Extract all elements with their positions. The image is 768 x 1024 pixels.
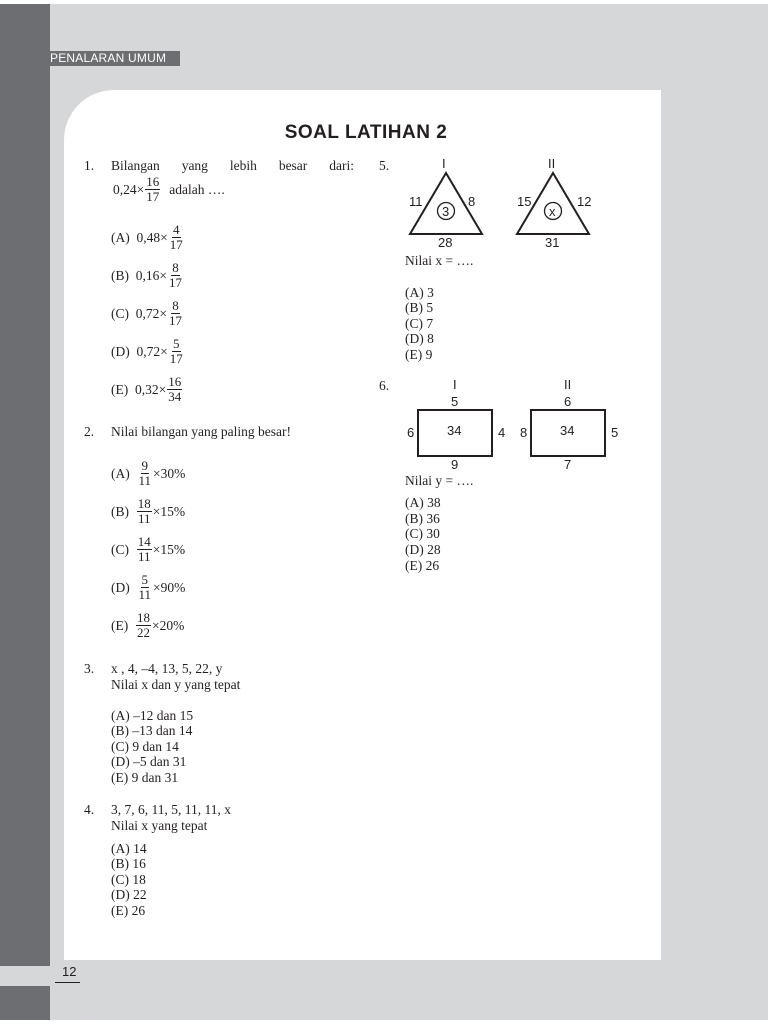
denominator: 22 xyxy=(137,625,150,640)
q4-option-a[interactable]: (A) 14 xyxy=(111,841,147,856)
q6-option-a[interactable]: (A) 38 xyxy=(405,495,441,510)
q1-option-d[interactable]: (D) 0,72 × $\frac{5}{17}$ xyxy=(111,336,183,366)
fraction xyxy=(145,175,160,204)
coefficient: 0,32 xyxy=(135,381,159,397)
triangle-center-variable: x xyxy=(549,204,556,219)
question-4-text: Nilai x yang tepat xyxy=(111,818,208,833)
rectangle-center-number: 34 xyxy=(447,423,462,438)
numerator: 18 xyxy=(137,496,151,511)
option-label: (A) xyxy=(111,229,130,245)
q5-option-d[interactable]: (D) 8 xyxy=(405,331,434,346)
figure-label: II xyxy=(548,156,556,171)
coefficient: 0,16 xyxy=(135,267,160,283)
fraction xyxy=(138,459,153,488)
rectangle-left-number: 6 xyxy=(407,425,415,440)
denominator: 17 xyxy=(146,189,160,204)
page-title: SOAL LATIHAN 2 xyxy=(284,122,448,143)
fraction xyxy=(137,497,152,526)
denominator: 11 xyxy=(138,473,152,488)
rectangle-right-number: 4 xyxy=(498,425,506,440)
question-number: 5. xyxy=(379,158,390,173)
q2-option-c[interactable]: (C) $\frac{14}{11}$ × 15% xyxy=(111,534,186,564)
triangle-left-number: 15 xyxy=(517,194,532,209)
q4-option-e[interactable]: (E) 26 xyxy=(111,903,146,918)
denominator: 17 xyxy=(169,275,182,290)
bottom-edge xyxy=(0,1020,768,1024)
q2-option-a[interactable]: (A) $\frac{9}{11}$ × 30% xyxy=(111,458,186,488)
q5-option-c[interactable]: (C) 7 xyxy=(405,316,434,331)
denominator: 11 xyxy=(137,549,151,564)
numerator: 8 xyxy=(172,260,179,275)
question-number: 3. xyxy=(84,661,95,676)
numerator: 16 xyxy=(168,374,182,389)
coefficient: 0,24 xyxy=(113,181,137,197)
q4-option-d[interactable]: (D) 22 xyxy=(111,887,147,902)
rectangle-bottom-number: 7 xyxy=(564,457,572,472)
figure-label: II xyxy=(564,377,572,392)
percent: 20% xyxy=(159,617,185,633)
question-number: 1. xyxy=(84,158,95,173)
option-label: (A) xyxy=(111,465,130,481)
option-label: (B) xyxy=(111,503,129,519)
page-number-tab xyxy=(0,966,50,986)
triangle-center-number: 3 xyxy=(442,204,450,219)
q4-option-c[interactable]: (C) 18 xyxy=(111,872,146,887)
q6-option-c[interactable]: (C) 30 xyxy=(405,526,440,541)
coefficient: 0,72 xyxy=(136,343,161,359)
triangle-right-number: 8 xyxy=(468,194,476,209)
word: lebih xyxy=(229,158,257,173)
rectangle-center-number: 34 xyxy=(560,423,575,438)
numerator: 14 xyxy=(137,534,151,549)
rectangle-top-number: 5 xyxy=(451,394,459,409)
numerator: 9 xyxy=(141,458,149,473)
left-margin-band xyxy=(0,0,50,1024)
section-label: PENALARAN UMUM xyxy=(48,51,180,66)
triangle-bottom-number: 28 xyxy=(438,235,453,250)
coefficient: 0,48 xyxy=(136,229,161,245)
stem-tail: adalah …. xyxy=(169,181,225,197)
q5-option-e[interactable]: (E) 9 xyxy=(405,347,433,362)
q6-option-d[interactable]: (D) 28 xyxy=(405,542,441,557)
q6-option-e[interactable]: (E) 26 xyxy=(405,558,440,573)
denominator: 34 xyxy=(168,389,182,404)
fraction xyxy=(136,611,151,640)
question-6-text: Nilai y = …. xyxy=(405,473,474,488)
fraction xyxy=(169,337,184,366)
q3-option-b[interactable]: (B) –13 dan 14 xyxy=(111,723,193,738)
q1-option-b[interactable]: (B) 0,16 × $\frac{8}{17}$ xyxy=(111,260,182,290)
question-3-sequence: x , 4, –4, 13, 5, 22, y xyxy=(111,661,223,676)
figure-label: I xyxy=(453,377,457,392)
option-label: (C) xyxy=(111,305,129,321)
question-1-text xyxy=(111,158,354,174)
q1-option-e[interactable]: (E) 0,32 × $\frac{16}{34}$ xyxy=(111,374,182,404)
denominator: 17 xyxy=(169,351,183,366)
option-label: (E) xyxy=(111,381,129,397)
option-label: (C) xyxy=(111,541,129,557)
coefficient: 0,72 xyxy=(135,305,160,321)
fraction xyxy=(138,573,153,602)
q3-option-d[interactable]: (D) –5 dan 31 xyxy=(111,754,187,769)
question-4-sequence: 3, 7, 6, 11, 5, 11, 11, x xyxy=(111,802,231,817)
denominator: 17 xyxy=(169,237,183,252)
denominator: 11 xyxy=(137,511,151,526)
fraction xyxy=(168,299,183,328)
question-number: 4. xyxy=(84,802,95,817)
denominator: 11 xyxy=(138,587,152,602)
q3-option-e[interactable]: (E) 9 dan 31 xyxy=(111,770,179,785)
word: besar xyxy=(278,158,308,173)
q1-option-c[interactable]: (C) 0,72 × $\frac{8}{17}$ xyxy=(111,298,182,328)
question-3-text: Nilai x dan y yang tepat xyxy=(111,677,241,692)
option-label: (E) xyxy=(111,617,129,633)
q3-option-a[interactable]: (A) –12 dan 15 xyxy=(111,708,194,723)
option-label: (D) xyxy=(111,579,130,595)
question-5-text: Nilai x = …. xyxy=(405,253,474,268)
rectangle-bottom-number: 9 xyxy=(451,457,459,472)
page-number-rule xyxy=(55,982,80,983)
fraction xyxy=(169,223,184,252)
triangle-right-number: 12 xyxy=(577,194,592,209)
percent: 15% xyxy=(160,503,186,519)
numerator: 5 xyxy=(141,572,149,587)
fraction xyxy=(168,261,183,290)
q2-option-b[interactable]: (B) $\frac{18}{11}$ × 15% xyxy=(111,496,186,526)
percent: 30% xyxy=(160,465,186,481)
word: yang xyxy=(181,158,208,173)
triangle-bottom-number: 31 xyxy=(545,235,560,250)
numerator: 18 xyxy=(137,610,150,625)
figure-label: I xyxy=(442,156,446,171)
q5-option-b[interactable]: (B) 5 xyxy=(405,300,434,315)
percent: 90% xyxy=(160,579,186,595)
numerator: 16 xyxy=(146,174,160,189)
option-label: (B) xyxy=(111,267,129,283)
denominator: 17 xyxy=(169,313,182,328)
word: Bilangan xyxy=(111,158,160,173)
option-label: (D) xyxy=(111,343,130,359)
question-2-text: Nilai bilangan yang paling besar! xyxy=(111,424,291,439)
numerator: 4 xyxy=(173,222,180,237)
word: dari: xyxy=(329,158,354,173)
fraction xyxy=(167,375,182,404)
q5-option-a[interactable]: (A) 3 xyxy=(405,285,434,300)
q4-option-b[interactable]: (B) 16 xyxy=(111,856,146,871)
question-number: 6. xyxy=(379,378,390,393)
page-number: 12 xyxy=(62,964,77,979)
q1-option-a[interactable]: (A) 0,48 × $\frac{4}{17}$ xyxy=(111,222,183,252)
numerator: 5 xyxy=(173,336,180,351)
triangle-left-number: 11 xyxy=(409,194,423,209)
question-number: 2. xyxy=(84,424,95,439)
q2-option-d[interactable]: (D) $\frac{5}{11}$ × 90% xyxy=(111,572,186,602)
rectangle-top-number: 6 xyxy=(564,394,572,409)
rectangle-right-number: 5 xyxy=(611,425,619,440)
percent: 15% xyxy=(160,541,186,557)
q3-option-c[interactable]: (C) 9 dan 14 xyxy=(111,739,179,754)
numerator: 8 xyxy=(172,298,179,313)
rectangle-left-number: 8 xyxy=(520,425,528,440)
q2-option-e[interactable]: (E) $\frac{18}{22}$ × 20% xyxy=(111,610,185,640)
q6-option-b[interactable]: (B) 36 xyxy=(405,511,440,526)
question-1-expression: 0,24 × $\frac{16}{17}$ adalah …. xyxy=(113,174,225,204)
fraction xyxy=(137,535,152,564)
